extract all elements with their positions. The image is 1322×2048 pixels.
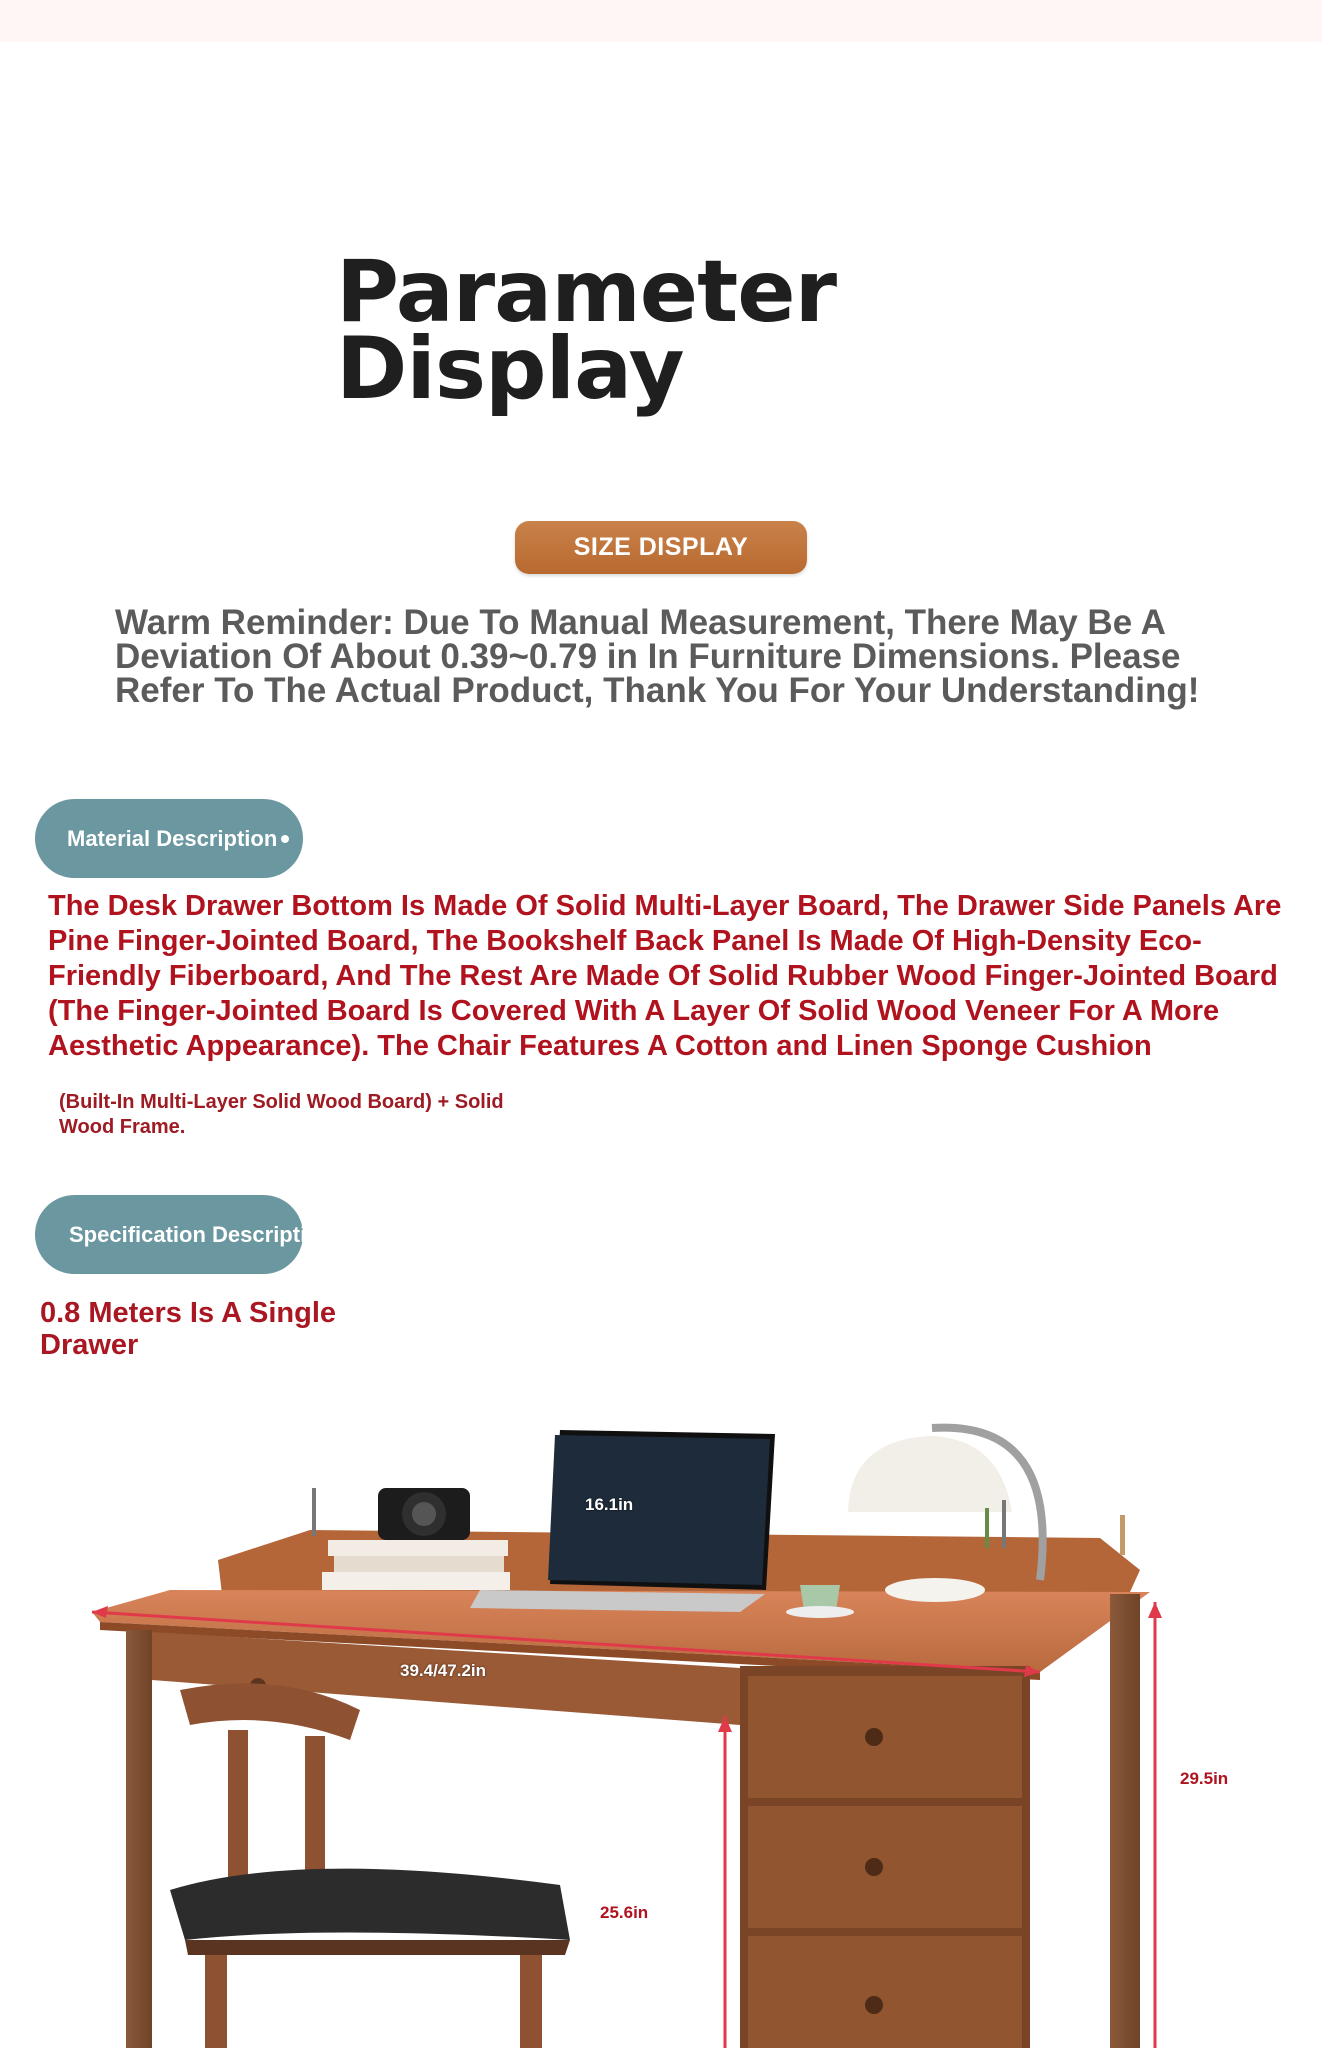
top-strip: [0, 0, 1322, 42]
warm-reminder: Warm Reminder: Due To Manual Measurement, There May Be A Deviation Of About 0.39~0.79 in In Furniture Dimensions. Please Refer To The Actual Product, Thank You For Your Understanding!: [115, 603, 1200, 710]
material-description-pill: [35, 799, 303, 878]
material-description-label: Material Description: [67, 825, 278, 851]
height-dimension-label: 29.5in: [1180, 1769, 1229, 1788]
material-description-text: The Desk Drawer Bottom Is Made Of Solid Multi-Layer Board, The Drawer Side Panels Are Pine Finger-Jointed Board, The Bookshelf Back Panel Is Made Of High-Density Eco-Friendly Fiberboard, And The Rest Are Made Of Solid Rubber Wood Finger-Jointed Board (The Finger-Jointed Board Is Covered With A Layer Of Solid Wood Veneer For A More Aesthetic Appearance). The Chair Features A Cotton and Linen Sponge Cushion: [48, 890, 1282, 1062]
material-description-subtext: (Built-In Multi-Layer Solid Wood Board) + Solid Wood Frame.: [59, 1091, 504, 1138]
title-line-1: Parameter: [336, 242, 836, 342]
dot-icon: [281, 835, 289, 843]
title-line-2: Display: [336, 319, 684, 419]
size-display-button[interactable]: [515, 521, 807, 574]
specification-description-pill: [35, 1195, 334, 1274]
width-dimension-label: 39.4/47.2in: [400, 1661, 487, 1680]
specification-text: 0.8 Meters Is A Single Drawer: [40, 1297, 337, 1361]
page-title: [336, 242, 896, 419]
laptop-dimension-label: 16.1in: [585, 1495, 634, 1514]
specification-description-label: Specification Description: [69, 1221, 334, 1247]
size-display-label: SIZE DISPLAY: [573, 533, 749, 561]
desk-product-image: [0, 1380, 1322, 2048]
knee-height-dimension-label: 25.6in: [600, 1903, 649, 1922]
